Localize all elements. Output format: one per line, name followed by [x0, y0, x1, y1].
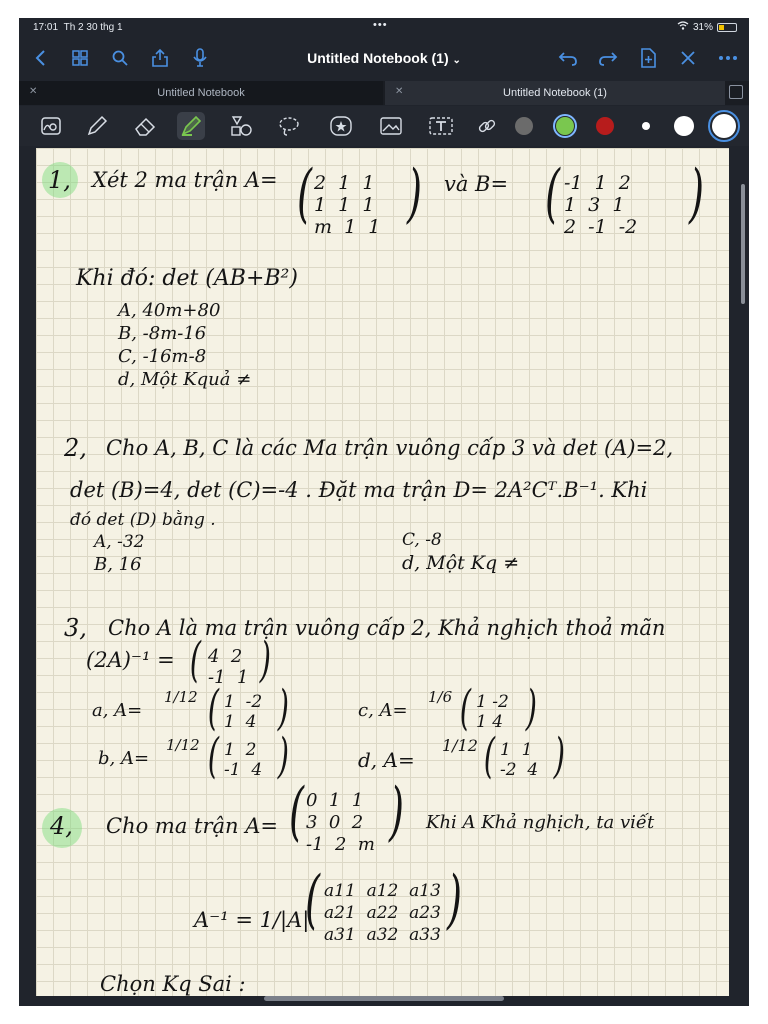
close-tab-icon[interactable]: ✕: [29, 86, 38, 97]
status-time: 17:01 Th 2 30 thg 1: [33, 22, 123, 33]
q3-option-a-fraction: 1/12: [164, 688, 198, 706]
q3-line1: Cho A là ma trận vuông cấp 2, Khả nghịch thoả mãn: [108, 616, 666, 640]
matrix-row: 2 1 1: [314, 172, 375, 194]
q1-and-b: và B=: [444, 172, 509, 196]
q4-matrix: ( 0 1 1 3 0 2 -1 2 m ): [288, 775, 404, 855]
q1-option-b: B, -8m-16: [118, 323, 207, 344]
matrix-row: 0 1 1: [306, 790, 364, 811]
q1-option-d: d, Một Kquả ≠: [118, 369, 252, 390]
matrix-row: -1 1: [208, 667, 249, 688]
matrix-row: 1 2: [224, 740, 257, 760]
q1-number: 1,: [48, 166, 71, 194]
matrix-row: 1 1 1: [314, 194, 375, 216]
tab-overview-icon[interactable]: [729, 85, 743, 99]
image-icon[interactable]: [377, 112, 405, 140]
q3-option-b-fraction: 1/12: [166, 736, 200, 754]
q2-option-b: B, 16: [94, 554, 142, 575]
q4-inverse-matrix: ( a11 a12 a13 a21 a22 a23 a31 a32 a33 ): [304, 863, 462, 945]
q2-option-d: d, Một Kq ≠: [402, 552, 520, 574]
matrix-row: 1 4: [224, 712, 257, 732]
notebook-title[interactable]: Untitled Notebook (1) ⌄: [307, 50, 461, 66]
add-page-icon[interactable]: [637, 47, 659, 69]
size-medium-dot[interactable]: [674, 116, 694, 136]
q1-question: Khi đó: det (AB+B²): [76, 266, 298, 291]
sticker-icon[interactable]: [327, 112, 355, 140]
tab-bar: [19, 81, 749, 105]
matrix-row: a11 a12 a13: [324, 881, 441, 901]
lasso-icon[interactable]: [275, 112, 303, 140]
q2-option-c: C, -8: [402, 530, 442, 550]
redo-icon[interactable]: [597, 47, 619, 69]
q1-matrix-a: ( 2 1 1 1 1 1 m 1 1 ): [296, 157, 422, 238]
q2-line1: Cho A, B, C là các Ma trận vuông cấp 3 và det (A)=2,: [106, 436, 674, 460]
page-scrollbar[interactable]: [741, 184, 745, 304]
matrix-row: 3 0 2: [306, 812, 364, 833]
tab-untitled-notebook-1[interactable]: ✕ Untitled Notebook (1): [385, 81, 725, 105]
matrix-row: 1 3 1: [564, 194, 625, 216]
q3-option-d-fraction: 1/12: [442, 736, 478, 755]
ipad-frame: [19, 18, 749, 1006]
q3-option-b-matrix: ( 1 2 -1 4 ): [207, 728, 289, 784]
matrix-row: 1 -2: [476, 692, 509, 712]
pen-icon[interactable]: [83, 112, 111, 140]
q4-after: Khi A Khả nghịch, ta viết: [426, 812, 655, 833]
matrix-row: -1 4: [224, 760, 263, 780]
q3-option-a-matrix: ( 1 -2 1 4 ): [207, 680, 289, 736]
lasso-zoom-icon[interactable]: [37, 112, 65, 140]
more-icon[interactable]: [717, 47, 739, 69]
tab-untitled-notebook[interactable]: ✕ Untitled Notebook: [19, 81, 383, 105]
matrix-row: 1 4: [476, 712, 504, 732]
matrix-row: 4 2: [208, 646, 243, 667]
q2-line2: det (B)=4, det (C)=-4 . Đặt ma trận D= 2A²Cᵀ.B⁻¹. Khi: [70, 478, 648, 502]
wifi-icon: [677, 21, 689, 33]
q3-number: 3,: [64, 614, 87, 642]
matrix-row: 1 1: [500, 740, 533, 760]
battery-icon: [717, 23, 737, 32]
matrix-row: 2 -1 -2: [564, 216, 638, 238]
q3-option-a-label: a, A=: [92, 700, 143, 721]
q4-inverse-lhs: A⁻¹ = 1/|A|: [194, 908, 310, 932]
size-large-dot[interactable]: [712, 114, 736, 138]
matrix-row: a31 a32 a33: [324, 925, 441, 945]
color-gray-swatch[interactable]: [515, 117, 533, 135]
matrix-row: -2 4: [500, 760, 539, 780]
q2-option-a: A, -32: [94, 532, 145, 552]
matrix-row: 1 -2: [224, 692, 263, 712]
highlighter-icon[interactable]: [177, 112, 205, 140]
q3-option-c-matrix: ( 1 -2 1 4 ): [459, 680, 537, 736]
q4-prompt: Chọn Kq Sai :: [100, 972, 246, 996]
q3-option-b-label: b, A=: [98, 748, 150, 769]
shapes-icon[interactable]: [227, 112, 255, 140]
drawing-toolbar: [19, 106, 749, 146]
navigation-bar: [19, 38, 749, 80]
q3-option-d-matrix: ( 1 1 -2 4 ): [483, 728, 565, 784]
matrix-row: m 1 1: [314, 216, 381, 238]
matrix-row: -1 2 m: [306, 834, 375, 855]
text-icon[interactable]: [427, 112, 455, 140]
q3-option-d-label: d, A=: [358, 748, 415, 772]
size-small-dot[interactable]: [642, 122, 650, 130]
q3-option-c-fraction: 1/6: [428, 688, 453, 706]
home-indicator[interactable]: [264, 996, 504, 1001]
battery-level: [719, 25, 724, 30]
q1-option-a: A, 40m+80: [118, 300, 221, 321]
close-icon[interactable]: [677, 47, 699, 69]
q4-text: Cho ma trận A=: [106, 814, 278, 838]
battery-percent: 31%: [692, 21, 713, 33]
color-green-swatch[interactable]: [556, 117, 574, 135]
q4-number: 4,: [50, 812, 73, 840]
close-tab-icon[interactable]: ✕: [395, 86, 404, 97]
notebook-page[interactable]: [36, 148, 729, 996]
status-bar: [19, 18, 749, 38]
chevron-down-icon: ⌄: [452, 55, 461, 66]
q2-number: 2,: [64, 434, 87, 462]
q1-matrix-b: ( -1 1 2 1 3 1 2 -1 -2 ): [544, 157, 704, 238]
status-right: [677, 21, 737, 33]
q2-line3: đó det (D) bằng .: [70, 510, 216, 530]
link-icon[interactable]: [473, 112, 501, 140]
matrix-row: a21 a22 a23: [324, 903, 441, 923]
q1-text: Xét 2 ma trận A=: [92, 168, 278, 192]
color-red-swatch[interactable]: [596, 117, 614, 135]
eraser-icon[interactable]: [131, 112, 159, 140]
q3-lhs: (2A)⁻¹ =: [86, 648, 175, 672]
undo-icon[interactable]: [557, 47, 579, 69]
q3-given-matrix: ( 4 2 -1 1 ): [189, 632, 271, 688]
multitask-dots[interactable]: •••: [373, 19, 388, 31]
q1-option-c: C, -16m-8: [118, 346, 207, 367]
matrix-row: -1 1 2: [564, 172, 631, 194]
q3-option-c-label: c, A=: [358, 700, 408, 721]
